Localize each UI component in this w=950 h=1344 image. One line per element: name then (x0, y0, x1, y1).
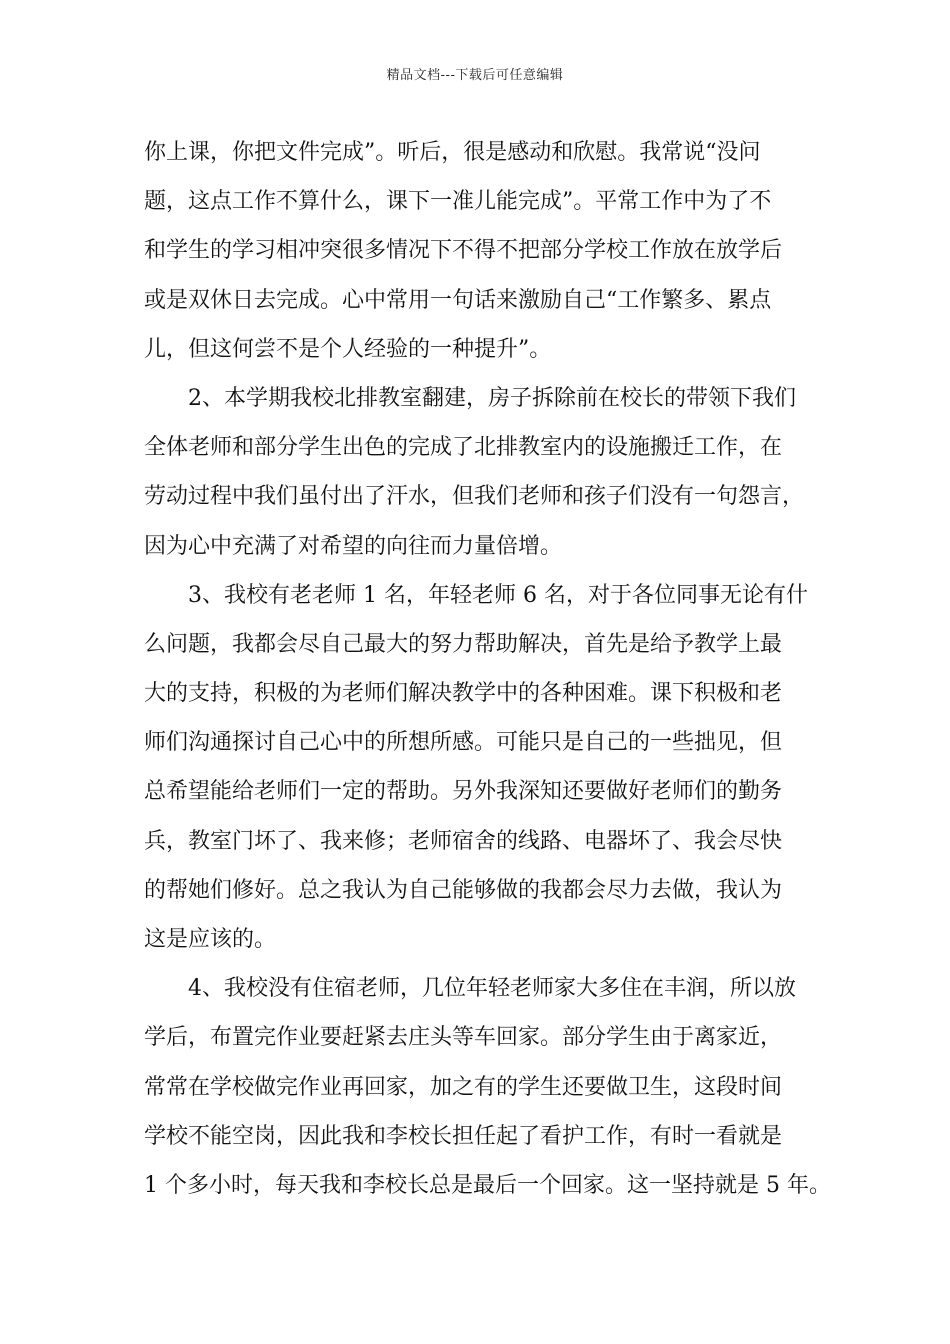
text-line: 因为心中充满了对希望的向往而力量倍增。 (144, 533, 563, 559)
text-line: 你上课，你把文件完成”。听后，很是感动和欣慰。我常说“没问 (144, 140, 761, 165)
text-line: 师们沟通探讨自己心中的所想所感。可能只是自己的一些拙见，但 (144, 730, 783, 756)
text-line: 学后，布置完作业要赶紧去庄头等车回家。部分学生由于离家近， (144, 1025, 783, 1051)
paragraph-2 (144, 374, 824, 571)
page-header: 精品文档---下载后可任意编辑 (386, 68, 564, 83)
text-line: 么问题，我都会尽自己最大的努力帮助解决，首先是给予教学上最 (144, 631, 783, 657)
paragraph-1 (144, 128, 824, 374)
text-line: 4、我校没有住宿老师，几位年轻老师家大多住在丰润，所以放 (144, 976, 796, 1002)
text-line: 兵，教室门坏了、我来修；老师宿舍的线路、电器坏了、我会尽快 (144, 828, 783, 854)
text-line: 题，这点工作不算什么，课下一准儿能完成”。平常工作中为了不 (144, 189, 772, 215)
text-line: 常常在学校做完作业再回家，加之有的学生还要做卫生，这段时间 (144, 1074, 783, 1100)
text-line: 或是双休日去完成。心中常用一句话来激励自己“工作繁多、累点 (144, 287, 772, 313)
text-line: 1 个多小时，每天我和李校长总是最后一个回家。这一坚持就是 5 年。 (144, 1172, 831, 1198)
text-line: 学校不能空岗，因此我和李校长担任起了看护工作，有时一看就是 (144, 1123, 783, 1149)
paragraph-3 (144, 571, 824, 965)
text-line: 全体老师和部分学生出色的完成了北排教室内的设施搬迁工作，在 (144, 435, 783, 461)
text-line: 2、本学期我校北排教室翻建，房子拆除前在校长的带领下我们 (144, 385, 796, 411)
paragraph-4 (144, 964, 831, 1210)
text-line: 这是应该的。 (144, 927, 277, 952)
document-body (144, 128, 831, 1210)
text-line: 和学生的学习相冲突很多情况下不得不把部分学校工作放在放学后 (144, 238, 783, 264)
text-line: 大的支持，积极的为老师们解决教学中的各种困难。课下积极和老 (144, 681, 783, 707)
text-line: 总希望能给老师们一定的帮助。另外我深知还要做好老师们的勤务 (144, 779, 783, 805)
text-line: 儿，但这何尝不是个人经验的一种提升”。 (144, 336, 552, 362)
text-line: 3、我校有老老师 1 名，年轻老师 6 名，对于各位同事无论有什 (144, 582, 808, 608)
text-line: 劳动过程中我们虽付出了汗水，但我们老师和孩子们没有一句怨言， (144, 484, 805, 510)
text-line: 的帮她们修好。总之我认为自己能够做的我都会尽力去做，我认为 (144, 877, 783, 903)
